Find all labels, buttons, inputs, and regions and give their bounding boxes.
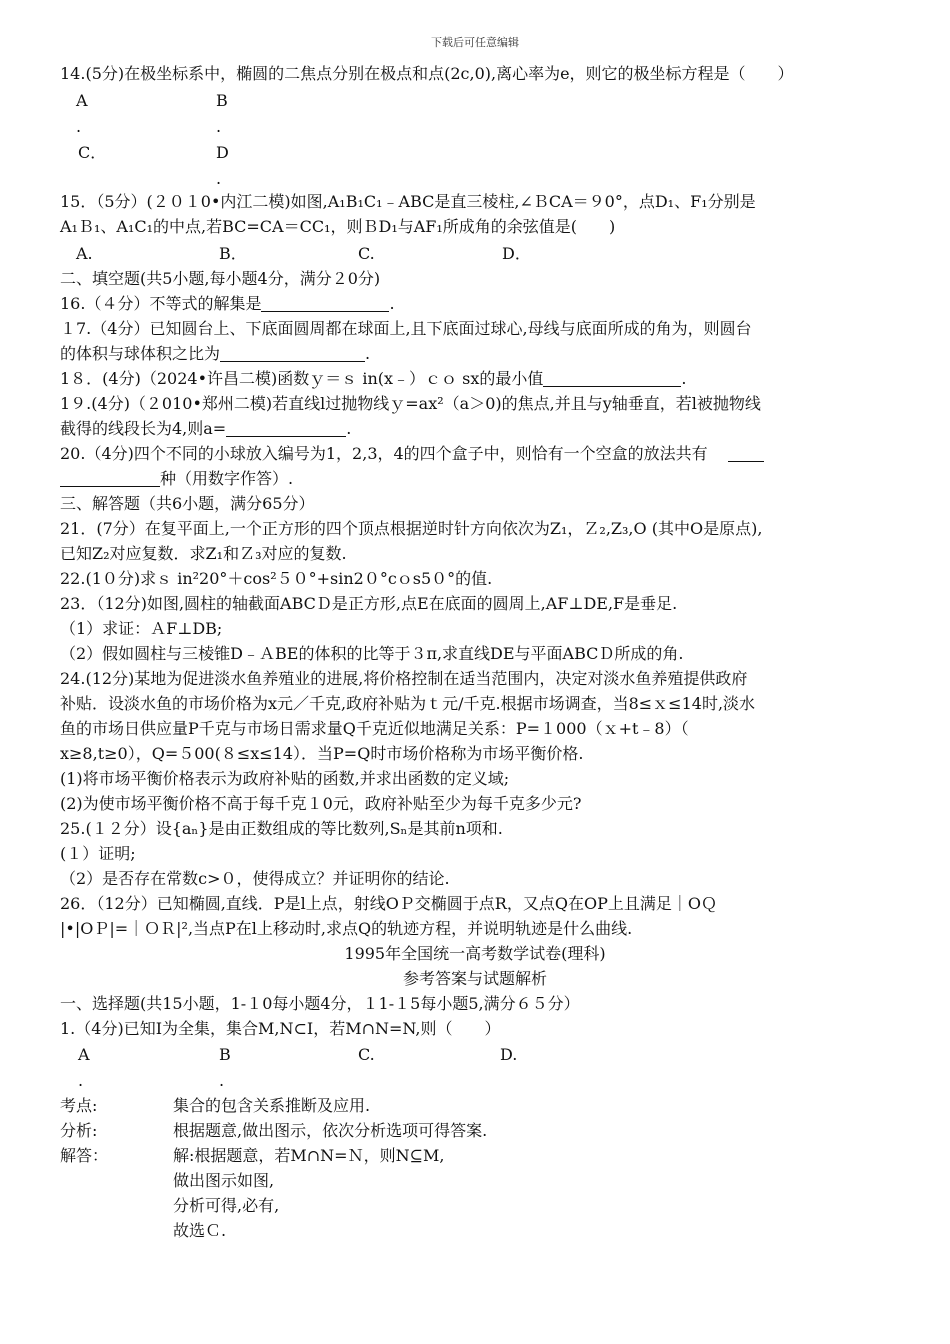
q15-option-d: D． — [502, 244, 531, 263]
q14-option-b-dot: . — [216, 117, 222, 136]
q14-option-d: D — [216, 143, 229, 162]
q14-option-c: C． — [78, 143, 107, 162]
question-24-line-6: (2)为使市场平衡价格不高于每千克１0元，政府补贴至少为每千克多少元? — [60, 794, 582, 813]
a1-option-c: C. — [358, 1045, 375, 1064]
fenxi-text: 根据题意,做出图示，依次分析选项可得答案. — [173, 1121, 488, 1140]
question-18: 1８．(4分)（2024•许昌二模)函数ｙ＝ｓ in(x﹣）ｃｏ sx的最小值 . — [60, 369, 687, 388]
question-24-line-5: (1)将市场平衡价格表示为政府补贴的函数,并求出函数的定义域; — [60, 769, 510, 788]
q14-option-b: B — [216, 91, 228, 110]
question-16-text: 16.（４分）不等式的解集是 — [60, 294, 262, 313]
a1-option-a: A — [78, 1045, 90, 1064]
question-18-text: 1８．(4分)（2024•许昌二模)函数ｙ＝ｓ in(x﹣）ｃｏ sx的最小值 — [60, 369, 544, 388]
answer-blank — [543, 370, 681, 387]
q15-option-b: B． — [219, 244, 247, 263]
question-20-line-1 — [60, 442, 900, 466]
jieda-line-2: 做出图示如图, — [173, 1171, 275, 1190]
answer-subtitle: 参考答案与试题解析 — [402, 969, 547, 988]
question-23-line-2: （1）求证：ＡF⊥DB; — [60, 619, 223, 638]
answer-title: 1995年全国统一高考数学试卷(理科) — [344, 944, 606, 963]
question-24-line-1: 24.(12分)某地为促进淡水鱼养殖业的进展,将价格控制在适当范围内，决定对淡水鱼养殖提供政府 — [60, 669, 748, 688]
answer-blank — [728, 445, 764, 462]
jieda-line-4: 故选Ｃ. — [173, 1221, 227, 1240]
section-3-heading: 三、解答题（共6小题，满分65分） — [60, 494, 315, 513]
question-22: 22.(1０分)求ｓ in²20°＋cos²５０°+sin2０°cｏs5０°的值. — [60, 569, 493, 588]
question-25-line-2: (１）证明; — [60, 844, 136, 863]
a1-option-b-dot: . — [219, 1071, 225, 1090]
question-26-line-2: |•|OＰ|=｜ＯＲ|²,当点P在l上移动时,求点Q的轨迹方程，并说明轨迹是什么曲线. — [60, 919, 633, 938]
a1-option-b: B — [219, 1045, 231, 1064]
q14-option-a: A — [76, 91, 88, 110]
question-24-line-3: 鱼的市场日供应量P千克与市场日需求量Q千克近似地满足关系：P=１000（ｘ+t﹣8）（ — [60, 719, 689, 738]
q14-option-a-dot: . — [76, 117, 82, 136]
jieda-line-1: 解:根据题意，若M∩N=Ｎ，则N⊆M, — [173, 1146, 445, 1165]
question-20-suffix: 种（用数字作答）. — [160, 469, 294, 488]
question-21-line-1: 21．(7分）在复平面上,一个正方形的四个顶点根据逆时针方向依次为Z₁，Ｚ₂,Z₃,O (其中O是原点), — [60, 519, 763, 538]
question-15-line-2: A₁Ｂ₁、A₁C₁的中点,若BC=CA＝CC₁，则ＢD₁与AF₁所成角的余弦值是( ) — [60, 217, 616, 236]
answer-blank — [220, 345, 365, 362]
question-20-line-2 — [60, 467, 900, 491]
answer-blank — [60, 470, 160, 487]
question-16: 16.（４分）不等式的解集是 . — [60, 294, 395, 313]
question-15-line-1: 15．（5分）(２０１0•内江二模)如图,A₁B₁C₁﹣ABC是直三棱柱,∠ＢCA＝９0°，点D₁、F₁分别是 — [60, 192, 756, 211]
question-24-line-2: 补贴．设淡水鱼的市场价格为x元／千克,政府补贴为ｔ元/千克.根据市场调查，当8≤ｘ≤14时,淡水 — [60, 694, 756, 713]
question-17-text: 的体积与球体积之比为 — [60, 344, 221, 363]
kaodian-label: 考点: — [60, 1096, 98, 1115]
question-25-line-3: （2）是否存在常数c>０，使得成立？并证明你的结论. — [60, 869, 450, 888]
jieda-label: 解答： — [60, 1146, 109, 1165]
question-23-line-1: 23．（12分)如图,圆柱的轴截面ABCＤ是正方形,点E在底面的圆周上,AF⊥DE,F是垂足. — [60, 594, 678, 613]
question-19-line-2: 截得的线段长为4,则a= . — [60, 419, 352, 438]
question-17-line-2: 的体积与球体积之比为 . — [60, 344, 371, 363]
kaodian-text: 集合的包含关系推断及应用. — [173, 1096, 371, 1115]
question-19-line-1: 1９.(4分)（２010•郑州二模)若直线l过抛物线ｙ=ax²（a＞0)的焦点,并且与y轴垂直，若l被抛物线 — [60, 394, 761, 413]
section-2-heading: 二、填空题(共5小题,每小题4分，满分２0分) — [60, 269, 381, 288]
answer-1-stem: 1.（4分)已知I为全集，集合M,N⊂I，若M∩N=N,则（ ） — [60, 1019, 501, 1038]
answer-blank — [261, 295, 389, 312]
q14-option-d-dot: . — [216, 169, 222, 188]
fenxi-label: 分析: — [60, 1121, 98, 1140]
question-20-text: 20.（4分)四个不同的小球放入编号为1，2,3，4的四个盒子中，则恰有一个空盒的放法共有 — [60, 444, 708, 463]
page-header: 下载后可任意编辑 — [431, 36, 519, 49]
q15-option-a: A. — [76, 244, 93, 263]
question-21-line-2: 已知Z₂对应复数．求Z₁和Ｚ₃对应的复数. — [60, 544, 347, 563]
a1-option-d: D. — [500, 1045, 518, 1064]
q15-option-c: C. — [358, 244, 375, 263]
question-25-line-1: 25.(１２分）设{aₙ}是由正数组成的等比数列,Sₙ是其前n项和. — [60, 819, 503, 838]
question-19-text: 截得的线段长为4,则a= — [60, 419, 227, 438]
question-24-line-4: x≥8,t≥0），Q=５00(８≤x≤14）．当P=Q时市场价格称为市场平衡价格. — [60, 744, 584, 763]
a1-option-a-dot: . — [78, 1071, 84, 1090]
question-23-line-3: （2）假如圆柱与三棱锥D﹣ＡBE的体积的比等于３π,求直线DE与平面ABCＤ所成的角. — [60, 644, 684, 663]
jieda-line-3: 分析可得,必有, — [173, 1196, 280, 1215]
answer-section-1-heading: 一、选择题(共15小题，1-１0每小题4分，１1-１5每小题5,满分６５分） — [60, 994, 580, 1013]
question-26-line-1: 26．（12分）已知椭圆,直线．P是l上点，射线OＰ交椭圆于点R，又点Q在OP上且满足｜OＱ — [60, 894, 717, 913]
question-14-stem: 14.(5分)在极坐标系中，椭圆的二焦点分别在极点和点(2c,0),离心率为e，则它的极坐标方程是（ ） — [60, 64, 794, 83]
answer-blank — [226, 420, 346, 437]
question-17-line-1: １7.（4分）已知圆台上、下底面圆周都在球面上,且下底面过球心,母线与底面所成的角为，则圆台 — [60, 319, 752, 338]
